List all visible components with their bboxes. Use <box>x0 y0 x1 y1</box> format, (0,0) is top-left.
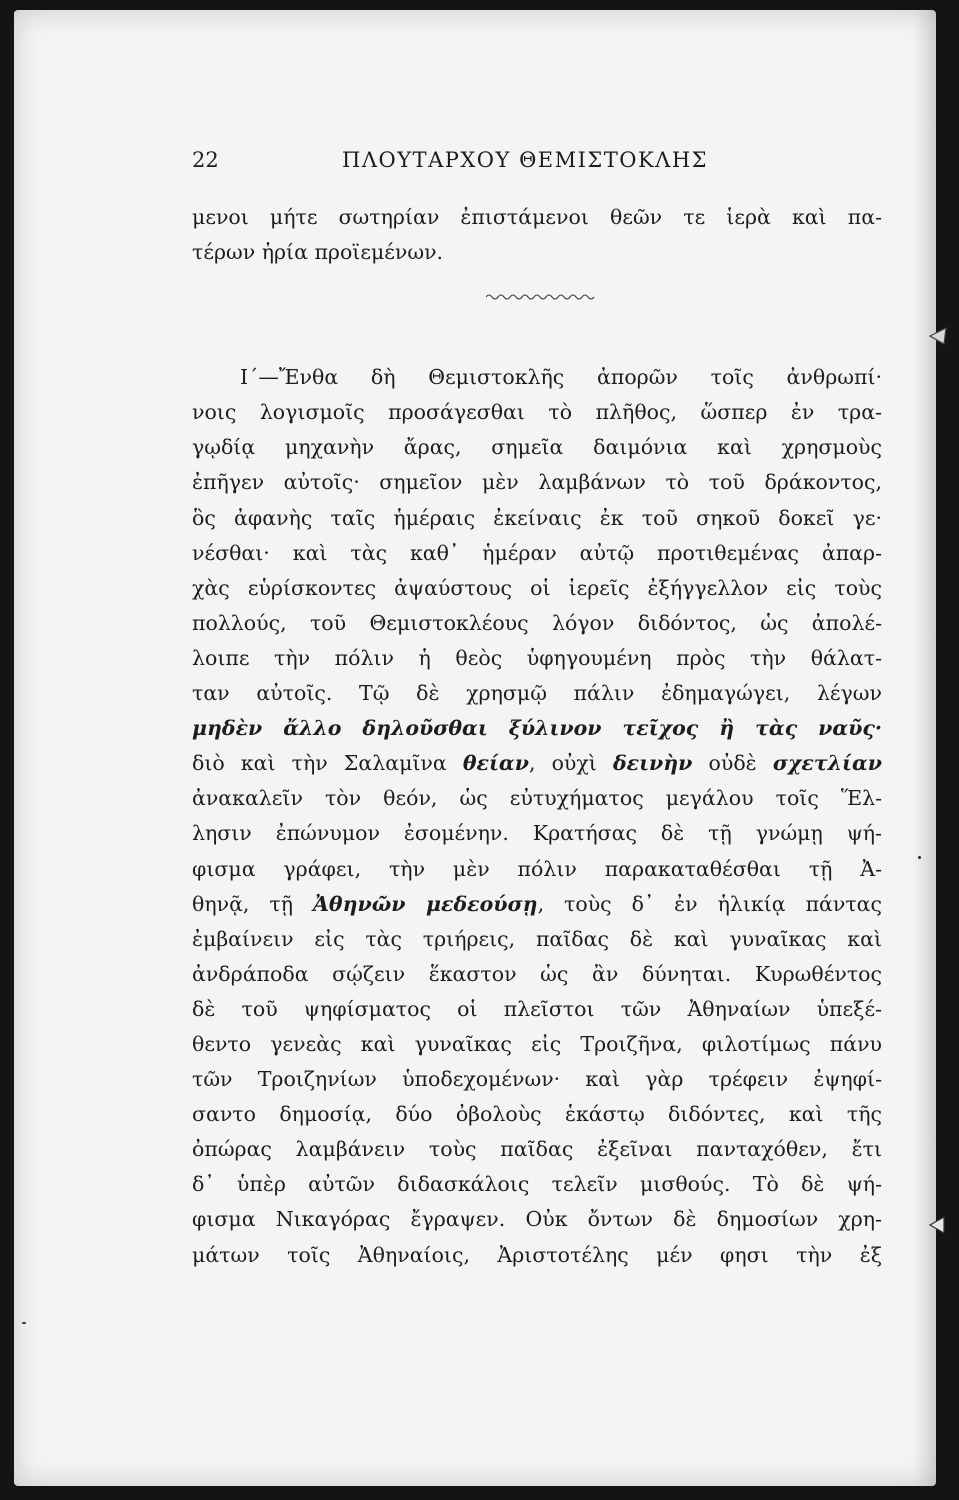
text-line: φισμα γράφει, τὴν μὲν πόλιν παρακαταθέσθαι τῇ Ἀ- <box>192 856 882 881</box>
text-line-mixed <box>192 887 882 922</box>
text-line: σαντο δημοσίᾳ, δύο ὀβολοὺς ἑκάστῳ διδόντες, καὶ τῆς <box>192 1102 882 1127</box>
text-line: γῳδίᾳ μηχανὴν ἄρας, σημεῖα δαιμόνια καὶ χρησμοὺς <box>192 435 882 460</box>
text-line: λησιν ἐπώνυμον ἐσομένην. Κρατήσας δὲ τῇ γνώμῃ ψή- <box>192 821 882 846</box>
text-segment: θηνᾷ, τῇ <box>192 891 313 916</box>
text-line: λοιπε τὴν πόλιν ἡ θεὸς ὑφηγουμένη πρὸς τὴν θάλατ- <box>192 645 882 670</box>
wavy-rule-icon <box>486 292 596 302</box>
text-line: ταν αὐτοῖς. Τῷ δὲ χρησμῷ πάλιν ἐδημαγώγει, λέγων <box>192 681 882 706</box>
page-number: 22 <box>192 148 219 172</box>
text-line: ὃς ἀφανὴς ταῖς ἡμέραις ἐκείναις ἐκ τοῦ σηκοῦ δοκεῖ γε· <box>192 505 882 530</box>
emphasis-theian: θείαν <box>462 751 529 776</box>
text-line: χὰς εὑρίσκοντες ἀψαύστους οἱ ἱερεῖς ἐξήγγελλον εἰς τοὺς <box>192 575 882 600</box>
text-line: ἐμβαίνειν εἰς τὰς τριήρεις, παῖδας δὲ καὶ γυναῖκας καὶ <box>192 926 882 951</box>
text-line: δὲ τοῦ ψηφίσματος οἱ πλεῖστοι τῶν Ἀθηναίων ὑπεξέ- <box>192 996 882 1021</box>
book-page <box>14 10 936 1486</box>
emphasis-deinen: δεινὴν <box>612 751 693 776</box>
text-segment: διὸ καὶ τὴν Σαλαμῖνα <box>192 751 463 776</box>
text-line: μενοι μήτε σωτηρίαν ἐπιστάμενοι θεῶν τε ἱερὰ καὶ πα- <box>192 205 882 229</box>
text-line: τέρων ἠρία προϊεμένων. <box>192 240 444 265</box>
text-line: ἐπῆγεν αὐτοῖς· σημεῖον μὲν λαμβάνων τὸ τοῦ δράκοντος, <box>192 470 882 495</box>
text-segment: , τοὺς δ᾽ ἐν ἡλικίᾳ πάντας <box>537 891 883 916</box>
text-line: νέσθαι· καὶ τὰς καθ᾽ ἡμέραν αὐτῷ προτιθεμένας ἀπαρ- <box>192 540 882 565</box>
section-divider-ornament <box>192 270 882 360</box>
text-line: ἀνακαλεῖν τὸν θεόν, ὡς εὐτυχήματος μεγάλου τοῖς Ἕλ- <box>192 786 882 811</box>
emphasis-athenon-medeouse: Ἀθηνῶν μεδεούσῃ <box>313 891 538 916</box>
page-edge-mark-icon <box>928 322 950 348</box>
emphasis-schetlian: σχετλίαν <box>772 751 882 776</box>
ink-speck <box>22 1322 26 1324</box>
text-line: φισμα Νικαγόρας ἔγραψεν. Οὐκ ὄντων δὲ δημοσίων χρη- <box>192 1207 882 1232</box>
text-line: θεντο γενεὰς καὶ γυναῖκας εἰς Τροιζῆνα, φιλοτίμως πάνυ <box>192 1031 882 1056</box>
text-segment: , οὐχὶ <box>528 751 613 776</box>
text-line: δ᾽ ὑπὲρ αὐτῶν διδασκάλοις τελεῖν μισθούς. Τὸ δὲ ψή- <box>192 1172 882 1197</box>
page-edge-mark-icon <box>926 1212 948 1238</box>
ink-speck <box>918 856 921 859</box>
text-line: ὀπώρας λαμβάνειν τοὺς παῖδας ἐξεῖναι πανταχόθεν, ἔτι <box>192 1137 882 1162</box>
text-line: νοις λογισμοῖς προσάγεσθαι τὸ πλῆθος, ὥσπερ ἐν τρα- <box>192 400 882 425</box>
text-segment: οὐδὲ <box>692 751 773 776</box>
paragraph-first-line: Ι΄—Ἔνθα δὴ Θεμιστοκλῆς ἀπορῶν τοῖς ἀνθρωπί· <box>240 365 882 390</box>
text-line: ἀνδράποδα σῴζειν ἕκαστον ὡς ἂν δύνηται. Κυρωθέντος <box>192 961 882 986</box>
text-line: πολλούς, τοῦ Θεμιστοκλέους λόγον διδόντος, ὡς ἀπολέ- <box>192 610 882 635</box>
oracle-quote-line: μηδὲν ἄλλο δηλοῦσθαι ξύλινον τεῖχος ἢ τὰς ναῦς· <box>192 716 882 741</box>
text-line: μάτων τοῖς Ἀθηναίοις, Ἀριστοτέλης μέν φησι τὴν ἐξ <box>192 1242 882 1267</box>
running-head <box>192 148 882 182</box>
text-line: τῶν Τροιζηνίων ὑποδεχομένων· καὶ γὰρ τρέφειν ἐψηφί- <box>192 1067 882 1092</box>
page-title: ΠΛΟΥΤΑΡΧΟΥ ΘΕΜΙΣΤΟΚΛΗΣ <box>342 148 708 172</box>
body-text <box>192 200 882 1273</box>
text-line-mixed <box>192 746 882 781</box>
